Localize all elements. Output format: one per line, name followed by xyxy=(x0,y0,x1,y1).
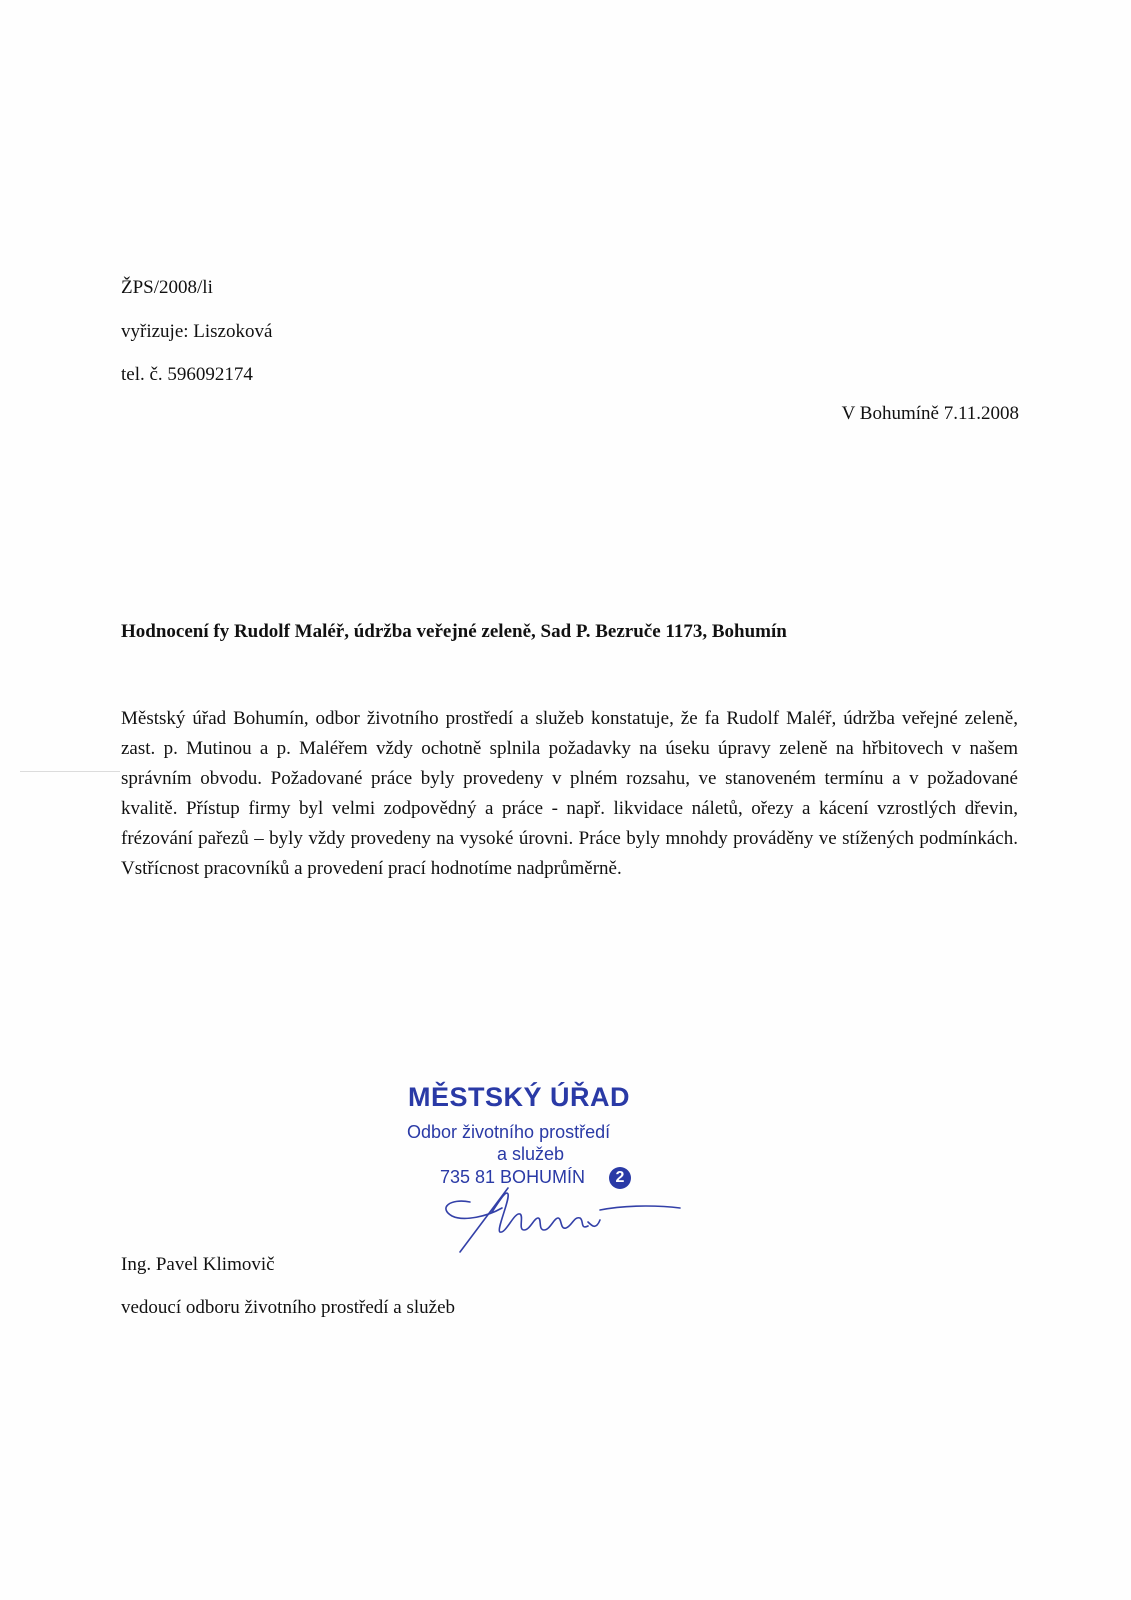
stamp-number-badge: 2 xyxy=(609,1167,631,1189)
letter-date: V Bohumíně 7.11.2008 xyxy=(841,403,1019,424)
letter-body: Městský úřad Bohumín, odbor životního prostředí a služeb konstatuje, že fa Rudolf Maléř, údržba veřejné zeleně, zast. p. Mutinou a p. Maléřem vždy ochotně splnila požadavky na úseku úpravy zeleně na hřbitovech v našem správním obvodu. Požadované práce byly provedeny v plném rozsahu, ve stanoveném termínu a v požadované kvalitě. Přístup firmy byl velmi zodpovědný a práce - např. likvidace náletů, ořezy a kácení vzrostlých dřevin, frézování pařezů – byly vždy provedeny na vysoké úrovni. Práce byly mnohdy prováděny ve stížených podmínkách. Vstřícnost pracovníků a provedení prací hodnotíme nadprůměrně. xyxy=(121,708,1018,879)
stamp-department-cont: a služeb xyxy=(497,1144,565,1164)
reference-number: ŽPS/2008/li xyxy=(121,277,213,298)
letter-subject: Hodnocení fy Rudolf Maléř, údržba veřejné zeleně, Sad P. Bezruče 1173, Bohumín xyxy=(121,621,787,642)
signer-role: vedoucí odboru životního prostředí a služeb xyxy=(121,1297,456,1318)
stamp-department: Odbor životního prostředí xyxy=(407,1122,611,1142)
stamp-title: MĚSTSKÝ ÚŘAD xyxy=(408,1082,631,1112)
phone-number: tel. č. 596092174 xyxy=(121,364,253,385)
handwritten-signature xyxy=(430,1160,690,1260)
stamp-address: 735 81 BOHUMÍN xyxy=(440,1167,586,1187)
scan-artifact-line xyxy=(20,771,120,772)
handler-name: vyřizuje: Liszoková xyxy=(121,321,273,342)
signer-name: Ing. Pavel Klimovič xyxy=(121,1254,275,1275)
